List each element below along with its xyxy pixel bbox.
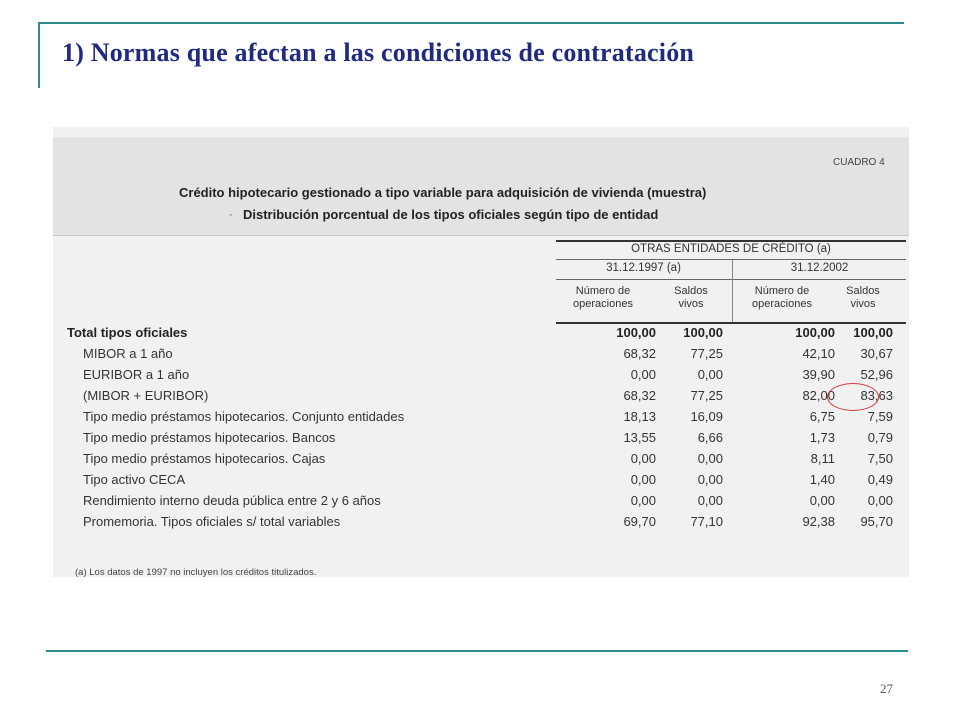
row-value: 0,00 [630,367,656,382]
col-numero-2002: Número de operaciones [752,285,812,310]
title-accent-horizontal [38,22,904,24]
group-rule [556,259,906,260]
highlight-circle [827,383,879,411]
row-value: 100,00 [683,325,723,340]
page-number: 27 [880,681,893,696]
row-label: MIBOR a 1 año [83,346,173,361]
table-row [53,451,909,472]
row-value: 0,00 [697,493,723,508]
date-1997: 31.12.1997 (a) [606,262,681,274]
row-value: 18,13 [623,409,656,424]
table-heading-band [53,137,909,236]
table-row [53,346,909,367]
row-value: 100,00 [853,325,893,340]
row-label: Total tipos oficiales [67,325,188,340]
row-value: 6,66 [697,430,723,445]
table-row [53,472,909,493]
row-label: (MIBOR + EURIBOR) [83,388,209,403]
footer-rule [46,650,908,652]
title-accent-vertical [38,22,40,88]
row-label: EURIBOR a 1 año [83,367,190,382]
row-value: 92,38 [802,514,835,529]
date-2002: 31.12.2002 [790,262,849,274]
row-value: 0,00 [867,493,893,508]
row-label: Promemoria. Tipos oficiales s/ total variables [83,514,341,529]
col-saldos-1997: Saldos vivos [674,285,708,310]
bullet-dot: · [229,209,233,221]
col-saldos-2002: Saldos vivos [846,285,880,310]
row-value: 52,96 [860,367,893,382]
table-heading-line1: Crédito hipotecario gestionado a tipo variable para adquisición de vivienda (muestra) [179,185,707,200]
row-value: 39,90 [802,367,835,382]
row-label: Tipo activo CECA [83,472,186,487]
row-value: 0,00 [697,472,723,487]
row-value: 7,59 [867,409,893,424]
row-label: Rendimiento interno deuda pública entre 2 y 6 años [83,493,381,508]
row-value: 1,73 [809,430,835,445]
row-value: 100,00 [616,325,656,340]
row-value: 13,55 [623,430,656,445]
table-row [53,367,909,388]
row-label: Tipo medio préstamos hipotecarios. Bancos [83,430,336,445]
row-value: 6,75 [809,409,835,424]
group-header: OTRAS ENTIDADES DE CRÉDITO (a) [631,243,831,255]
row-value: 100,00 [795,325,835,340]
row-value: 0,00 [697,451,723,466]
table-row [53,409,909,430]
row-value: 7,50 [867,451,893,466]
row-value: 83,63 [860,388,893,403]
row-value: 0,49 [867,472,893,487]
col-numero-1997: Número de operaciones [573,285,633,310]
slide-title: 1) Normas que afectan a las condiciones de contratación [62,38,695,67]
row-value: 82,00 [802,388,835,403]
row-value: 0,00 [630,451,656,466]
row-value: 30,67 [860,346,893,361]
row-value: 77,10 [690,514,723,529]
row-value: 95,70 [860,514,893,529]
row-value: 42,10 [802,346,835,361]
row-value: 8,11 [810,451,835,466]
period-divider [732,260,733,324]
table-row [53,493,909,514]
row-value: 77,25 [690,346,723,361]
table-heading-line2: Distribución porcentual de los tipos oficiales según tipo de entidad [243,207,659,222]
table-row [53,388,909,409]
scanned-table-image [53,127,909,577]
table-row [53,514,909,535]
row-value: 16,09 [690,409,723,424]
row-value: 0,00 [630,472,656,487]
row-value: 0,79 [867,430,893,445]
header-top-rule [556,240,906,242]
row-value: 77,25 [690,388,723,403]
row-label: Tipo medio préstamos hipotecarios. Cajas [83,451,326,466]
row-value: 0,00 [697,367,723,382]
header-bottom-rule [556,322,906,324]
table-row [53,325,909,346]
row-value: 68,32 [623,346,656,361]
row-label: Tipo medio préstamos hipotecarios. Conjunto entidades [83,409,405,424]
table-footnote: (a) Los datos de 1997 no incluyen los créditos titulizados. [75,567,317,577]
row-value: 0,00 [809,493,835,508]
date-rule [556,279,906,280]
row-value: 69,70 [623,514,656,529]
cuadro-label: CUADRO 4 [833,157,885,168]
table-row [53,430,909,451]
row-value: 68,32 [623,388,656,403]
row-value: 1,40 [809,472,835,487]
row-value: 0,00 [630,493,656,508]
